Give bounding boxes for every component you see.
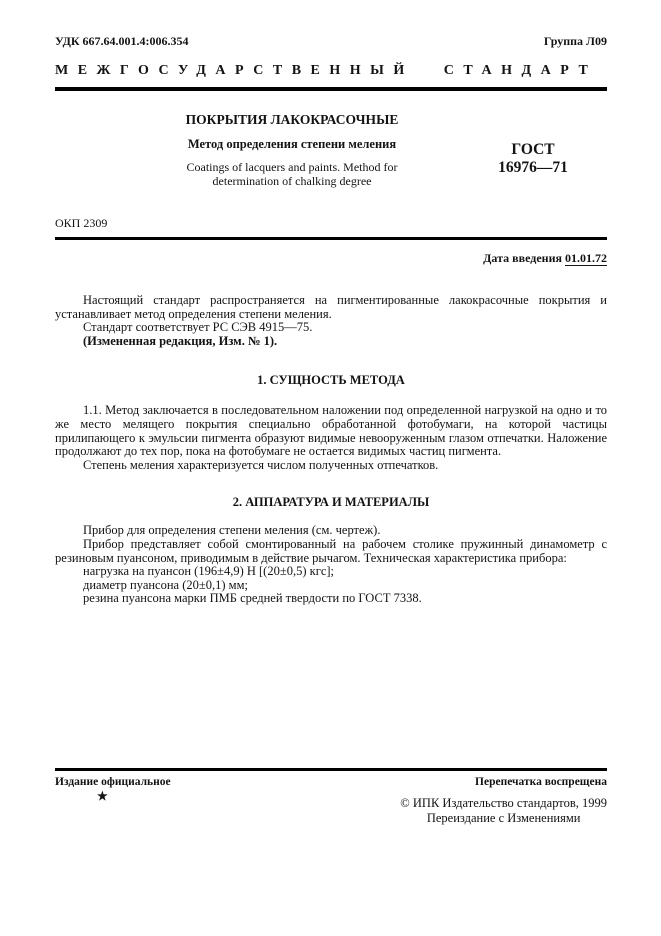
official-edition-label: Издание официальное bbox=[55, 776, 171, 788]
okp-divider-rule bbox=[55, 237, 607, 240]
page-footer bbox=[55, 768, 607, 827]
footer-right-column bbox=[400, 776, 607, 827]
standard-kind-heading: МЕЖГОСУДАРСТВЕННЫЙ СТАНДАРТ bbox=[55, 63, 598, 78]
section-2-paragraph-device: Прибор для определения степени меления (см. чертеж). bbox=[83, 523, 381, 538]
header-divider-rule bbox=[55, 87, 607, 91]
document-title-en bbox=[125, 160, 459, 188]
document-subtitle-ru: Метод определения степени меления bbox=[187, 137, 397, 151]
intro-paragraph-scope: Настоящий стандарт распространяется на пигментированные лакокрасочные покрытия и устанавливает метод определения степени меления. bbox=[55, 293, 607, 321]
effective-date-value: 01.01.72 bbox=[565, 251, 607, 265]
gost-number-column bbox=[459, 112, 607, 188]
section-1-heading: 1. СУЩНОСТЬ МЕТОДА bbox=[257, 373, 405, 388]
reissue-line: Переиздание с Изменениями bbox=[426, 810, 581, 825]
spec-item-load: нагрузка на пуансон (196±4,9) Н [(20±0,5) кгс]; bbox=[83, 564, 335, 579]
footer-row bbox=[55, 776, 607, 827]
gost-number: 16976—71 bbox=[498, 159, 568, 176]
reprint-prohibited-label: Перепечатка воспрещена bbox=[475, 776, 607, 788]
title-column bbox=[55, 112, 459, 188]
effective-date-line bbox=[55, 251, 607, 265]
document-title-ru: ПОКРЫТИЯ ЛАКОКРАСОЧНЫЕ bbox=[185, 112, 399, 127]
udk-code: УДК 667.64.001.4:006.354 bbox=[55, 34, 189, 48]
spec-item-rubber: резина пуансона марки ПМБ средней твердости по ГОСТ 7338. bbox=[83, 591, 422, 606]
title-en-line2: determination of chalking degree bbox=[212, 174, 372, 188]
intro-paragraph-amendment: (Измененная редакция, Изм. № 1). bbox=[83, 333, 278, 348]
gost-label: ГОСТ bbox=[511, 141, 555, 158]
section-1-body bbox=[55, 404, 607, 472]
effective-date-label: Дата введения bbox=[483, 251, 562, 265]
gost-designation bbox=[459, 141, 607, 177]
intro-section bbox=[55, 294, 607, 348]
star-icon: ★ bbox=[97, 789, 108, 803]
footer-left-column bbox=[55, 776, 171, 827]
group-code: Группа Л09 bbox=[543, 34, 607, 48]
section-1-paragraph-degree: Степень меления характеризуется числом полученных отпечатков. bbox=[83, 457, 439, 472]
title-en-line1: Coatings of lacquers and paints. Method for bbox=[186, 160, 398, 174]
classification-row bbox=[55, 35, 607, 48]
section-1-paragraph-method: 1.1. Метод заключается в последовательном наложении под определенной нагрузкой на одно и то же место мелящего покрытия специально обработанной фотобумаги, на которой частицы прилипающего к эмульсии пигмента образуют видимые невооруженным глазом отпечатки. Наложение продолжают до тех пор, пока на фотобумаге не остается видимых частиц пигмента. bbox=[55, 403, 607, 459]
title-block bbox=[55, 112, 607, 188]
spec-item-diameter: диаметр пуансона (20±0,1) мм; bbox=[83, 577, 248, 592]
section-2-paragraph-description: Прибор представляет собой смонтированный на рабочем столике пружинный динамометр с резиновым пуансоном, приводимым в действие рычагом. Техническая характеристика прибора: bbox=[55, 536, 607, 565]
copyright-block bbox=[400, 796, 607, 825]
intro-paragraph-sev: Стандарт соответствует РС СЭВ 4915—75. bbox=[83, 320, 313, 335]
section-2-heading: 2. АППАРАТУРА И МАТЕРИАЛЫ bbox=[232, 495, 430, 510]
okp-code: ОКП 2309 bbox=[55, 216, 108, 230]
copyright-line: © ИПК Издательство стандартов, 1999 bbox=[400, 796, 607, 810]
section-2-body bbox=[55, 524, 607, 606]
footer-divider-rule bbox=[55, 768, 607, 771]
